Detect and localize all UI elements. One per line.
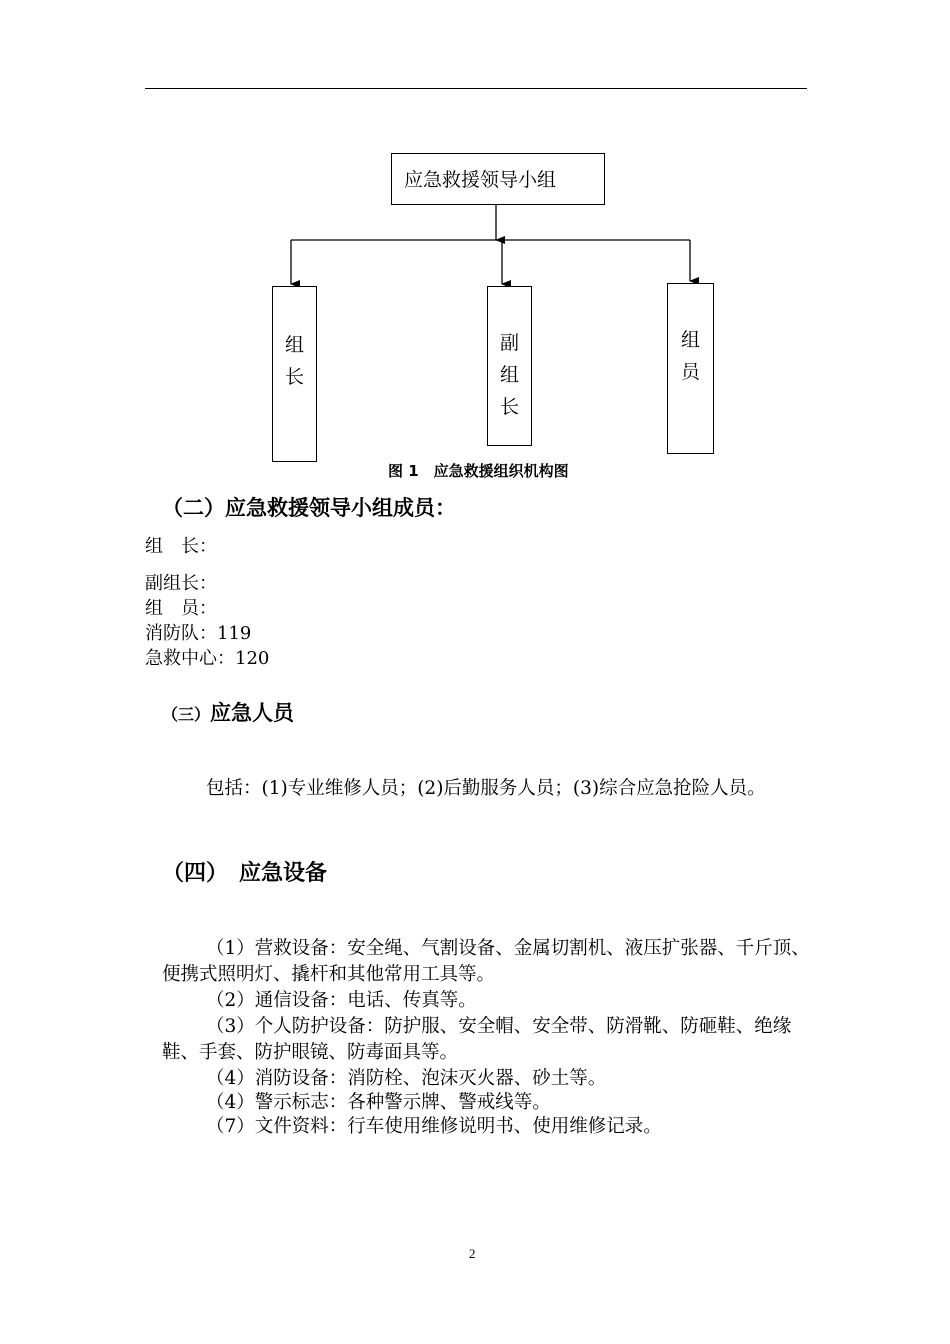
section3-heading-prefix: （三）	[162, 705, 211, 724]
org-box-leader	[272, 286, 317, 462]
section4-heading: （四） 应急设备	[162, 861, 328, 886]
equipment-item-signs: （4）警示标志：各种警示牌、警戒线等。	[206, 1092, 551, 1113]
org-box-deputy	[487, 286, 532, 446]
member-line-members: 组 员：	[145, 598, 217, 619]
section3-paragraph: 包括：(1)专业维修人员；(2)后勤服务人员；(3)综合应急抢险人员。	[206, 778, 766, 799]
equipment-item-comm: （2）通信设备：电话、传真等。	[206, 990, 477, 1011]
section3-heading-text: 应急人员	[210, 701, 295, 725]
org-top-box: 应急救援领导小组	[391, 153, 605, 205]
section3-heading	[162, 697, 294, 727]
equipment-item-ppe: （3）个人防护设备：防护服、安全帽、安全带、防滑靴、防砸鞋、绝缘鞋、手套、防护眼镜、防毒面具等。	[162, 1016, 792, 1063]
org-box-char: 组	[680, 329, 700, 351]
equipment-item-fire: （4）消防设备：消防栓、泡沫灭火器、砂土等。	[206, 1068, 607, 1089]
org-box-char: 长	[284, 366, 304, 388]
figure-caption: 图 1 应急救援组织机构图	[388, 462, 569, 480]
org-box-char: 组	[499, 364, 519, 386]
equipment-item-docs: （7）文件资料：行车使用维修说明书、使用维修记录。	[206, 1116, 662, 1137]
member-line-leader: 组 长：	[145, 536, 217, 557]
org-box-char: 副	[499, 332, 519, 354]
member-line-firstaid: 急救中心：120	[145, 648, 270, 669]
org-box-char: 长	[499, 396, 519, 418]
equipment-item-rescue: （1）营救设备：安全绳、气割设备、金属切割机、液压扩张器、千斤顶、便携式照明灯、撬杆和其他常用工具等。	[162, 938, 810, 985]
org-box-char: 员	[680, 361, 700, 383]
member-line-fire: 消防队：119	[145, 623, 252, 644]
page-number: 2	[469, 1246, 476, 1261]
org-box-char: 组	[284, 334, 304, 356]
member-line-deputy: 副组长：	[145, 573, 217, 594]
org-chart-connectors	[0, 0, 950, 480]
section2-heading: （二）应急救援领导小组成员：	[162, 496, 456, 520]
org-box-members	[667, 283, 714, 454]
